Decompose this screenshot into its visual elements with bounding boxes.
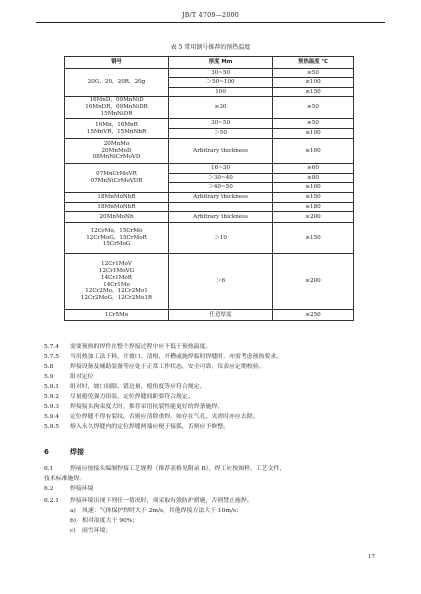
clause-text: 焊接接头拘束度大时，推荐采用抗裂性能更好的焊条施焊。 xyxy=(70,404,224,410)
clause xyxy=(44,364,264,371)
header-rule xyxy=(36,22,385,23)
list-item-text: 相对湿度大于 90%； xyxy=(82,518,139,524)
steel-grade: 12Cr2MoG，12Cr2Mo1R xyxy=(80,295,153,302)
table-row xyxy=(65,193,354,203)
clause-number: 5.7.4 xyxy=(44,344,59,350)
steel-grade-cell xyxy=(65,310,169,321)
table-row xyxy=(65,223,354,254)
clause-text: 焊接环境 xyxy=(70,486,94,492)
clause xyxy=(44,404,223,411)
clause xyxy=(44,486,94,493)
clause-text: 定位焊缝不得有裂纹，否则应清除重焊。如存在气孔、夹渣时亦应去除。 xyxy=(70,414,259,420)
steel-grade: 1Cr5Mo xyxy=(104,311,129,318)
thickness-cell: 16~30 xyxy=(169,164,273,174)
clause xyxy=(44,374,94,381)
temperature-cell: ≥200 xyxy=(273,212,354,223)
list-item-label: b) xyxy=(70,518,77,524)
steel-grade-cell xyxy=(65,139,169,164)
temperature-cell: ≥50 xyxy=(273,97,354,119)
thickness-cell: ＞10 xyxy=(169,223,273,254)
list-item-text: 风速：气体保护焊时大于 2m/s，其他焊接方法大于 10m/s； xyxy=(82,508,242,514)
steel-grade-cell xyxy=(65,69,169,97)
clause xyxy=(44,498,253,505)
clause xyxy=(44,394,194,401)
temperature-cell: ≥180 xyxy=(273,203,354,212)
table-row xyxy=(65,139,354,164)
temperature-cell: ≥60 xyxy=(273,164,354,174)
temperature-cell: ≥50 xyxy=(273,69,354,78)
table-row xyxy=(65,97,354,119)
clause-text: 组对定位 xyxy=(70,374,94,380)
clause-number: 6.1 xyxy=(44,466,54,472)
thickness-cell: Arbitrary thickness xyxy=(169,139,273,164)
steel-grade-cell xyxy=(65,119,169,139)
thickness-cell: ＞50~100 xyxy=(169,78,273,88)
steel-grade-cell xyxy=(65,223,169,254)
steel-grade: 08MnNiCrMoVD xyxy=(92,154,141,161)
steel-grade: 15MnVR，15MnNbR xyxy=(86,128,147,135)
steel-grade-cell xyxy=(65,193,169,203)
column-header: 厚度 Mm xyxy=(169,57,273,69)
table-row xyxy=(65,69,354,78)
column-header: 钢号 xyxy=(65,57,169,69)
thickness-cell: ＞50 xyxy=(169,129,273,139)
thickness-cell: 30~50 xyxy=(169,119,273,129)
steel-grade: 18MnMoNbR xyxy=(97,203,136,210)
clause-number: 5.7.5 xyxy=(44,354,59,360)
steel-grade: 12CrMoG，15CrMoR xyxy=(86,234,147,241)
thickness-cell xyxy=(169,203,273,212)
thickness-cell: 30~50 xyxy=(169,69,273,78)
temperature-cell: ≥250 xyxy=(273,310,354,321)
steel-grade: 15MnNiDR xyxy=(100,110,133,117)
steel-grade-cell xyxy=(65,203,169,212)
clause-text: 熔入永久焊缝内的定位焊缝两端应便于接弧，否则应予修整。 xyxy=(70,424,230,430)
temperature-cell: ≥150 xyxy=(273,193,354,203)
temperature-cell: ≥50 xyxy=(273,119,354,129)
clause-text: 尽量避免强力组装，定位焊缝间距要符合规定。 xyxy=(70,394,194,400)
steel-grade: 20MnMoD xyxy=(101,147,132,154)
clause-number: 5.9.5 xyxy=(44,424,59,430)
steel-grade: 16MnD，09MnNiD xyxy=(89,97,144,104)
steel-grade: 16MnDR，09MnNiDR xyxy=(85,104,148,110)
preheat-table xyxy=(64,56,354,321)
table-row xyxy=(65,119,354,129)
temperature-cell: ≥200 xyxy=(273,254,354,310)
temperature-cell: ≥80 xyxy=(273,174,354,183)
section-title: 焊接 xyxy=(70,448,84,456)
thickness-cell: ＞40~50 xyxy=(169,183,273,193)
steel-grade: 18MnMoNbR xyxy=(97,194,136,200)
clause-number: 6.2 xyxy=(44,486,54,492)
table-row xyxy=(65,212,354,223)
thickness-cell: ＞6 xyxy=(169,254,273,310)
table-caption: 表 5 常用钢号推荐的预热温度 xyxy=(170,44,251,51)
list-item xyxy=(70,508,242,515)
temperature-cell: ≥100 xyxy=(273,139,354,164)
steel-grade: 12CrMo，15CrMo xyxy=(90,227,143,234)
steel-grade-cell xyxy=(65,164,169,193)
temperature-cell: ≥100 xyxy=(273,183,354,193)
list-item xyxy=(70,528,111,535)
clause-number: 5.9.3 xyxy=(44,404,59,410)
thickness-cell: Arbitrary thickness xyxy=(169,193,273,203)
temperature-cell: ≥100 xyxy=(273,78,354,88)
steel-grade: 07MnCrMoVR xyxy=(96,171,137,178)
steel-grade: 20MnMoNb xyxy=(99,213,134,220)
steel-grade: 15CrMoG xyxy=(102,241,131,248)
steel-grade: 12Cr1MoV xyxy=(101,260,132,267)
clause-number: 5.9.2 xyxy=(44,394,59,400)
steel-grade: 12Cr2Mo，12Cr2Mo1 xyxy=(85,288,148,295)
list-item-label: c) xyxy=(70,528,76,534)
table-header-row xyxy=(65,57,354,69)
clause-text: 焊前应按接头编制焊接工艺规程（推荐表格见附录 B），焊工应按图样、工艺文件、 xyxy=(70,466,286,472)
temperature-cell: ≥150 xyxy=(273,223,354,254)
steel-grade-cell xyxy=(65,254,169,310)
page-number: 17 xyxy=(367,554,375,560)
steel-grade: 20MnMo xyxy=(103,140,130,147)
table-row xyxy=(65,310,354,321)
clause-text: 焊接环境出现下列任一情况时，须采取有效防护措施，否则禁止施焊。 xyxy=(70,498,253,504)
section-heading xyxy=(44,448,84,457)
steel-grade: 20G，20，20R，20g xyxy=(87,79,146,85)
table-row xyxy=(65,164,354,174)
clause-number: 6.2.1 xyxy=(44,498,59,504)
steel-grade: 12Cr1MoVG xyxy=(98,267,135,274)
clause xyxy=(44,424,229,431)
steel-grade: 14Cr1MoR xyxy=(101,274,132,281)
clause xyxy=(44,466,285,473)
clause-text: 需要预热的焊件在整个焊接过程中应不低于预热温度。 xyxy=(70,344,212,350)
clause xyxy=(44,344,211,351)
steel-grade: 16Mn，16MnR xyxy=(95,121,138,128)
clause xyxy=(44,414,259,421)
running-header: JB/T 4709—2000 xyxy=(181,12,240,19)
table-row xyxy=(65,254,354,310)
thickness-cell: ＞30~40 xyxy=(169,174,273,183)
list-item xyxy=(70,518,138,525)
section-number: 6 xyxy=(44,448,49,456)
clause-text: 焊接设备及辅助装备等应处于正常工作状态，安全可靠，仪表应定期校验。 xyxy=(70,364,265,370)
table-body xyxy=(65,69,354,321)
steel-grade: 07MnNiCrMoVDR xyxy=(90,178,143,184)
thickness-cell: ≥30 xyxy=(169,97,273,119)
column-header: 预热温度 ℃ xyxy=(273,57,354,69)
thickness-cell: 任意厚度 xyxy=(169,310,273,321)
steel-grade: 14Cr1Mo xyxy=(103,281,130,288)
list-item-text: 雨雪环境； xyxy=(82,528,112,534)
temperature-cell: ≥150 xyxy=(273,88,354,97)
list-item-label: a) xyxy=(70,508,76,514)
clause-number: 5.9 xyxy=(44,374,54,380)
steel-grade-cell xyxy=(65,212,169,223)
clause-number: 5.9.4 xyxy=(44,414,59,420)
clause xyxy=(44,354,282,361)
clause-text: 当用热加工法下料、开坡口、清根、开槽或施焊临时焊缝时，亦需考虑预热要求。 xyxy=(70,354,283,360)
clause-continuation: 技术标准施焊。 xyxy=(44,476,86,482)
table-row xyxy=(65,203,354,212)
clause-text: 组对时，坡口间隙、错边量、棱角度等应符合规定。 xyxy=(70,384,206,390)
temperature-cell: ≥100 xyxy=(273,129,354,139)
clause xyxy=(44,384,205,391)
steel-grade-cell xyxy=(65,97,169,119)
clause-number: 5.8 xyxy=(44,364,54,370)
clause-number: 5.9.1 xyxy=(44,384,59,390)
thickness-cell: Arbitrary thickness xyxy=(169,212,273,223)
thickness-cell: 100 xyxy=(169,88,273,97)
